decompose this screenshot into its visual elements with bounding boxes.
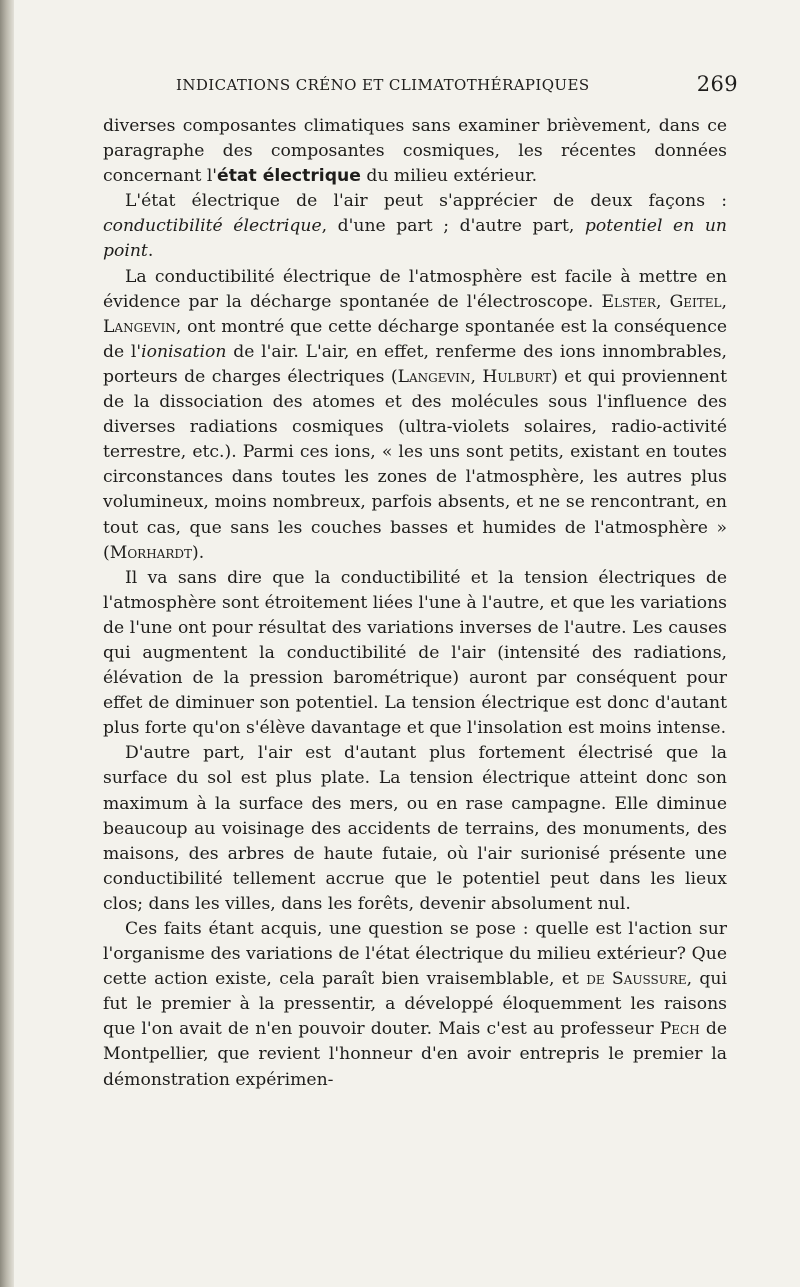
text-run: , d'une part ; d'autre part,	[321, 216, 585, 237]
text-run: ,	[655, 291, 670, 312]
paragraph-3	[103, 265, 727, 566]
author-name: Elster	[601, 291, 656, 312]
page-binding-shadow	[0, 0, 14, 1287]
text-run: La conductibilité électrique de l'atmosphère est facile à mettre en évidence par la décharge spontanée de l'électroscope.	[103, 266, 727, 312]
paragraph-1	[103, 114, 727, 189]
paragraph-4: Il va sans dire que la conductibilité et la tension électriques de l'atmosphère sont étroitement liées l'une à l'autre, et que les variations de l'une ont pour résultat des variations inverses de l'autre. Les causes qui augmentent la conductibilité de l'air (intensité des radiations, élévation de la pression barométrique) auront par conséquent pour effet de diminuer son potentiel. La tension électrique est donc d'autant plus forte qu'on s'élève davantage et que l'insolation est moins intense.	[103, 567, 727, 739]
italic-term: ionisation	[141, 341, 227, 362]
author-name: Hulburt	[482, 366, 552, 387]
author-name: Langevin	[397, 366, 471, 387]
author-name: Langevin	[103, 316, 176, 337]
italic-term: conductibilité électrique	[103, 216, 322, 237]
author-name: Geitel	[669, 291, 722, 312]
text-run: de l'air. L'air, en effet, renferme des ions innombrables, porteurs de charges électriques (	[103, 341, 727, 387]
text-run: , qui fut le premier à la pressentir, a développé éloquemment les raisons que l'on avait de n'en pouvoir douter. Mais c'est au professeur	[103, 969, 727, 1040]
bold-term: état électrique	[217, 166, 361, 187]
text-run: L'état électrique de l'air peut s'apprécier de deux façons :	[125, 191, 727, 212]
author-name: Morhardt	[109, 542, 192, 563]
italic-term: potentiel en un point	[103, 216, 727, 262]
text-run: ).	[191, 542, 205, 563]
paragraph-2	[103, 189, 727, 264]
text-run: .	[147, 241, 154, 262]
text-run: ) et qui proviennent de la dissociation des atomes et des molécules sous l'influence des diverses radiations cosmiques (ultra-violets solaires, radio-activité terrestre, etc.). Parmi ces ions, « les uns sont petits, existant en toutes circonstances dans toutes les zones de l'atmosphère, les autres plus volumineux, moins nombreux, parfois absents, et ne se rencontrant, en tout cas, que sans les couches basses et humides de l'atmosphère » (	[103, 366, 727, 563]
text-run: de Montpellier, que revient l'honneur d'en avoir entrepris le premier la démonstration expérimen-	[103, 1019, 728, 1090]
paragraph-5: D'autre part, l'air est d'autant plus fortement électrisé que la surface du sol est plus plate. La tension électrique atteint donc son maximum à la surface des mers, ou en rase campagne. Elle diminue beaucoup au voisinage des accidents de terrains, des monuments, des maisons, des arbres de haute futaie, où l'air surionisé présente une conductibilité tellement accrue que le potentiel peut dans les lieux clos; dans les villes, dans les forêts, devenir absolument nul.	[103, 743, 727, 914]
text-run: Ces faits étant acquis, une question se pose : quelle est l'action sur l'organisme des variations de l'état électrique du milieu extérieur? Que cette action existe, cela paraît bien vraisemblable, et	[103, 919, 727, 990]
author-name: de Saussure	[586, 969, 687, 990]
paragraph-6	[103, 917, 727, 1093]
running-title: INDICATIONS CRÉNO ET CLIMATOTHÉRAPIQUES	[176, 76, 590, 94]
text-run: du milieu extérieur.	[360, 166, 538, 187]
text-run: , ont montré que cette décharge spontanée est la conséquence de l'	[103, 316, 727, 362]
text-run: ,	[721, 291, 727, 312]
page-number: 269	[696, 72, 738, 96]
text-run: ,	[470, 366, 483, 387]
author-name: Pech	[659, 1019, 700, 1040]
text-run: diverses composantes climatiques sans examiner brièvement, dans ce paragraphe des composantes cosmiques, les récentes données concernant l'	[103, 116, 727, 187]
body-text	[103, 114, 727, 1093]
